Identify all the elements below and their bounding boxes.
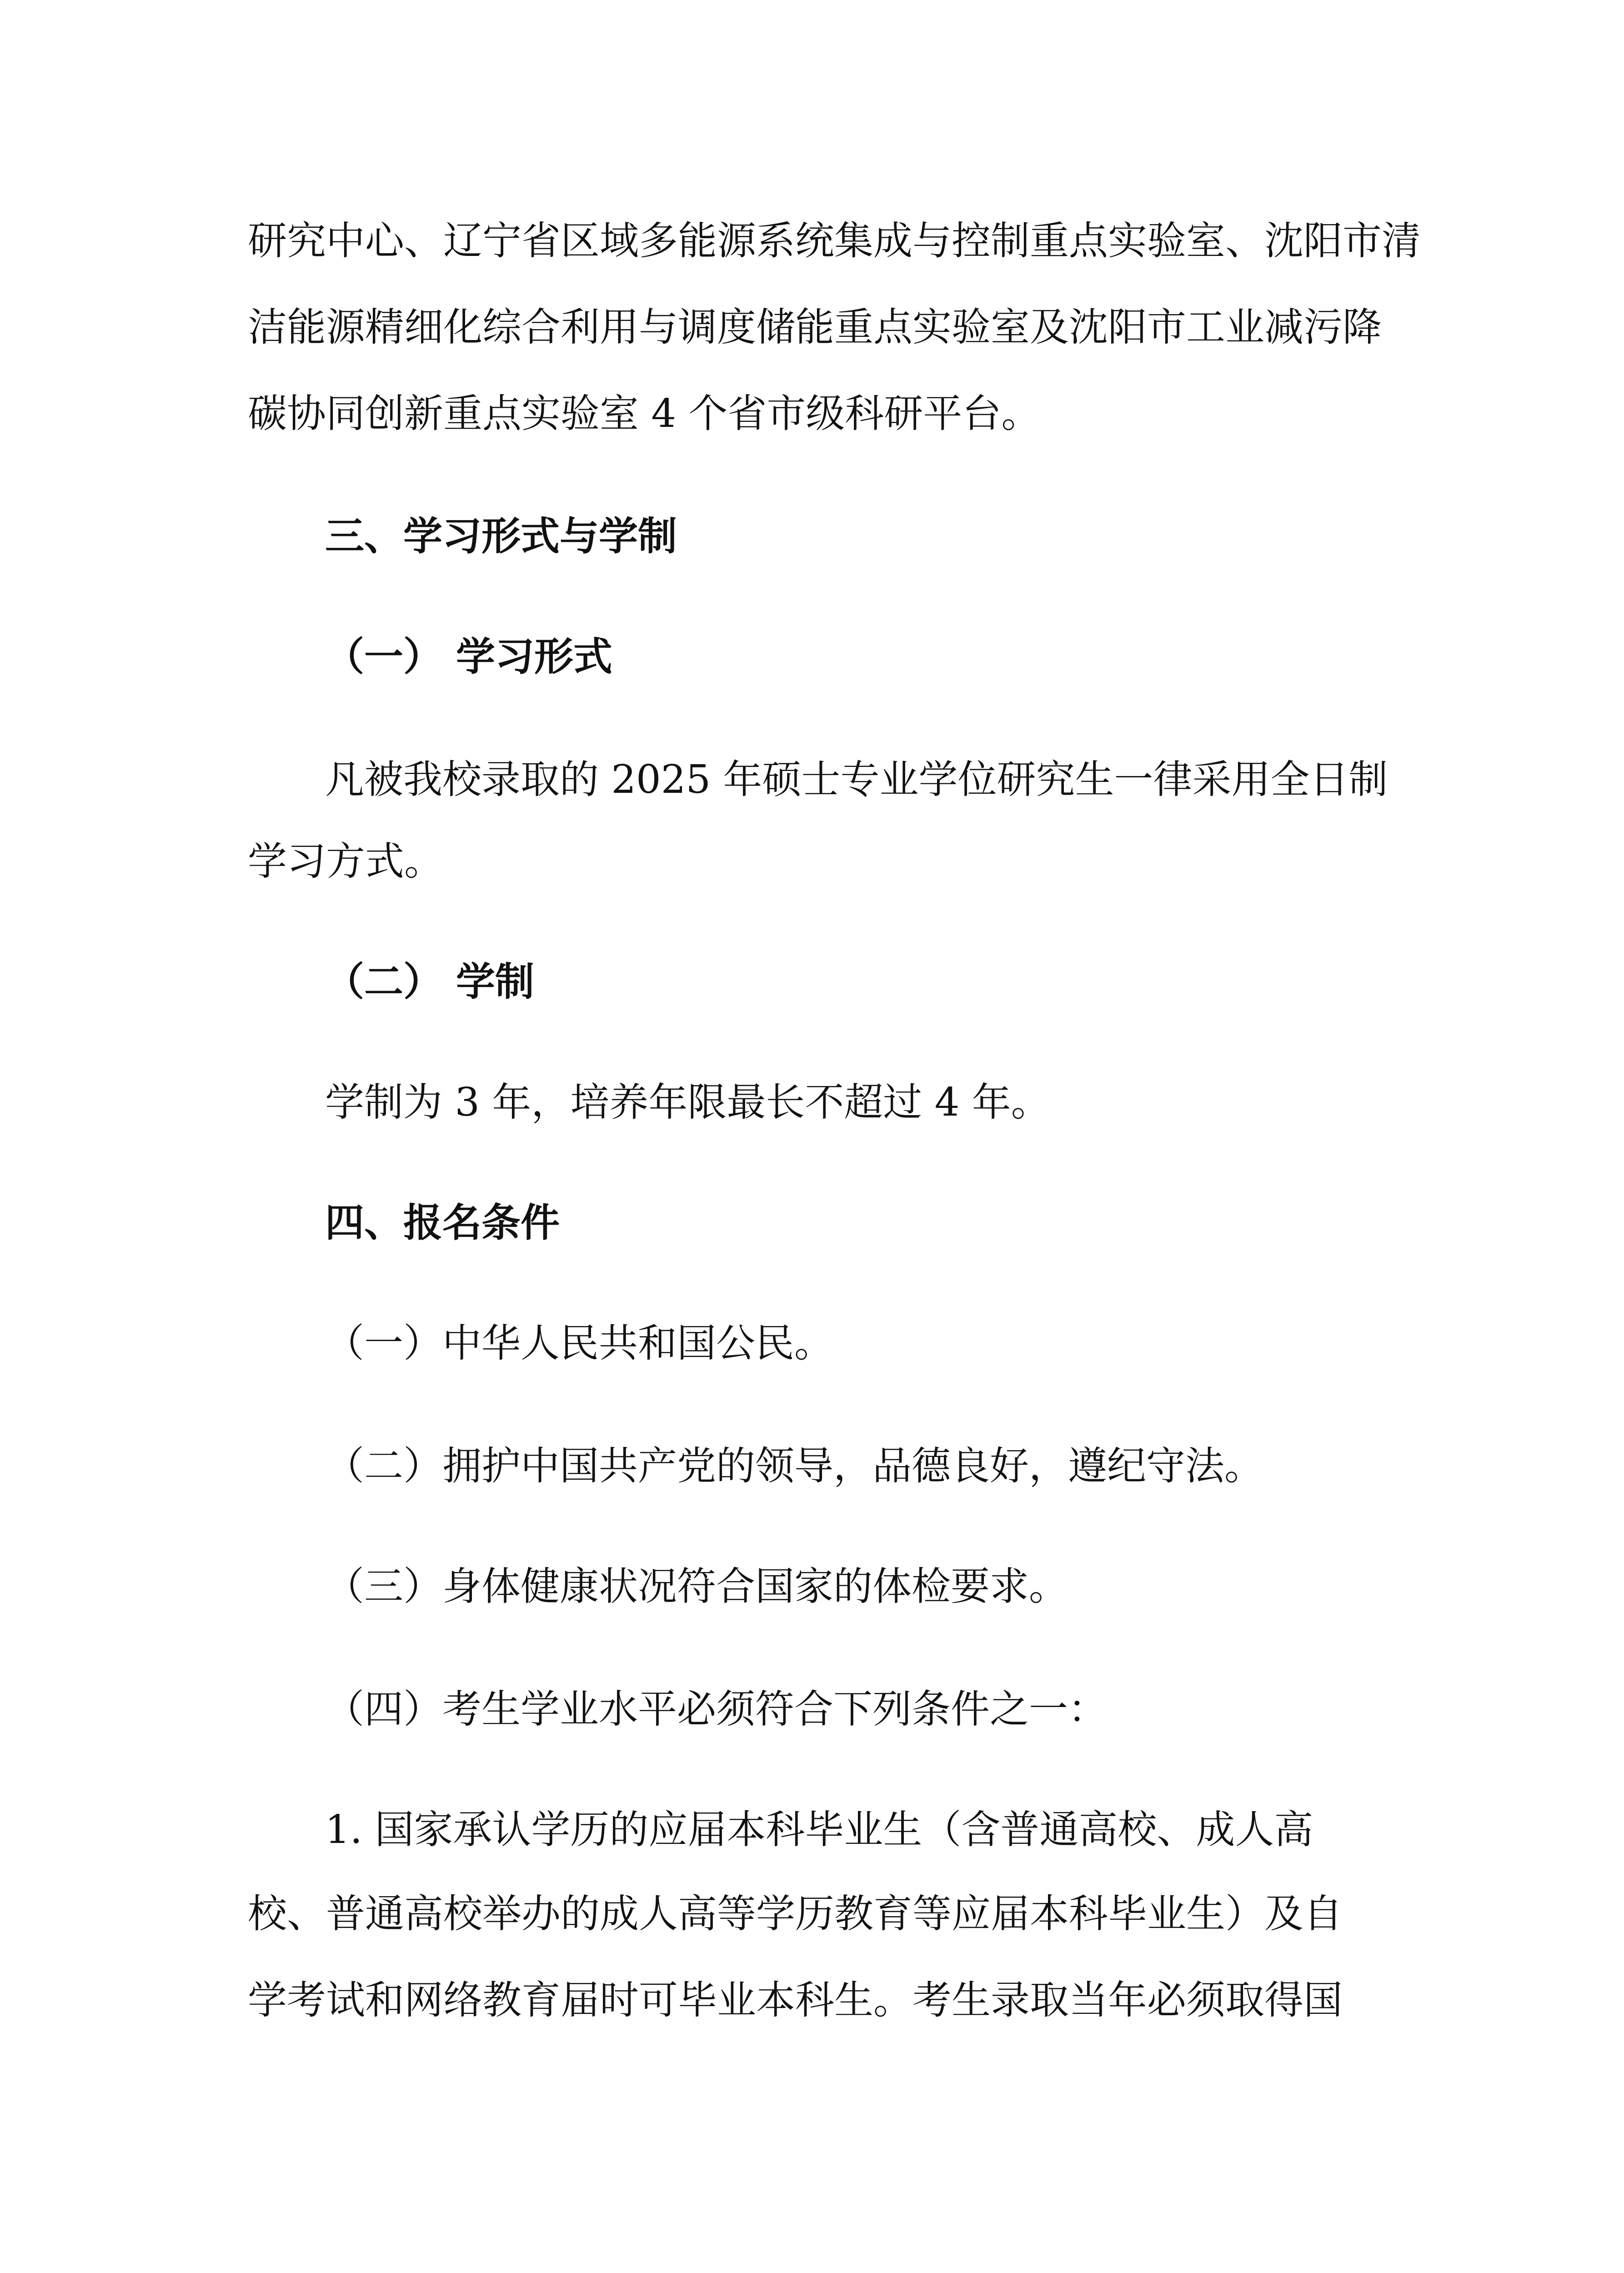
condition-health: （三）身体健康状况符合国家的体检要求。	[325, 1564, 1068, 1609]
paragraph-research-platforms-line-2: 洁能源精细化综合利用与调度储能重点实验室及沈阳市工业减污降	[248, 305, 1382, 350]
paragraph-research-platforms-line-1: 研究中心、辽宁省区域多能源系统集成与控制重点实验室、沈阳市清	[248, 218, 1421, 264]
subheading-study-form: （一） 学习形式	[325, 634, 612, 680]
section-heading-eligibility: 四、报名条件	[325, 1200, 560, 1246]
list-item-1-line-3: 学考试和网络教育届时可毕业本科生。考生录取当年必须取得国	[248, 1978, 1343, 2023]
condition-conduct: （二）拥护中国共产党的领导，品德良好，遵纪守法。	[325, 1443, 1263, 1489]
list-item-1-line-2: 校、普通高校举办的成人高等学历教育等应届本科毕业生）及自	[248, 1891, 1343, 1937]
section-heading-study-form: 三、学习形式与学制	[325, 514, 677, 559]
paragraph-research-platforms-line-3: 碳协同创新重点实验室 4 个省市级科研平台。	[248, 391, 1041, 436]
list-item-1-line-1: 1. 国家承认学历的应届本科毕业生（含普通高校、成人高	[325, 1807, 1313, 1852]
condition-academic-level: （四）考生学业水平必须符合下列条件之一：	[325, 1687, 1107, 1732]
condition-citizenship: （一）中华人民共和国公民。	[325, 1321, 833, 1366]
paragraph-full-time-line-1: 凡被我校录取的 2025 年硕士专业学位研究生一律采用全日制	[325, 757, 1388, 802]
paragraph-duration: 学制为 3 年，培养年限最长不超过 4 年。	[325, 1080, 1050, 1125]
subheading-duration: （二） 学制	[325, 959, 534, 1005]
paragraph-full-time-line-2: 学习方式。	[248, 839, 443, 884]
